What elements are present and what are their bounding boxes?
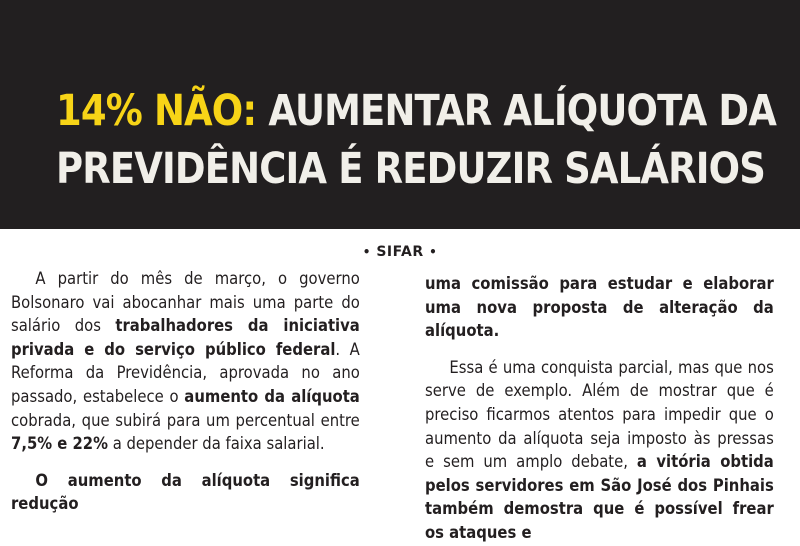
byline-bullet-right: • [429, 245, 438, 259]
article-paragraph [11, 268, 360, 457]
headline-line-1 [56, 82, 776, 140]
article-paragraph [425, 273, 774, 344]
article-column-right [425, 273, 774, 546]
article-column-left [11, 268, 360, 517]
byline-bullet-left: • [362, 245, 371, 259]
paragraph-bold-text: 7,5% e 22% [11, 434, 108, 455]
headline-accent: 14% NÃO: [56, 86, 257, 136]
article-headline [56, 82, 776, 198]
paragraph-text: . A Reforma da Previdência, aprovada no ano passado, estabelece o [11, 339, 360, 407]
paragraph-bold-text: O aumento da alíquota significa redução [11, 470, 360, 515]
paragraph-bold-text: trabalhadores da iniciativa privada e do serviço público federal [11, 316, 360, 360]
paragraph-text: a depender da faixa salarial. [107, 434, 325, 455]
article-paragraph [425, 357, 774, 546]
byline-author: SIFAR [376, 244, 424, 260]
paragraph-text: Essa é uma conquista parcial, mas que nos serve de exemplo. Além de mostrar que é preciso ficarmos atentos para impedir que o aumento da alíquota seja imposto às pressas e sem um amplo debate, [425, 357, 774, 473]
paragraph-bold-text: aumento da alíquota [184, 386, 360, 407]
byline [0, 244, 800, 260]
paragraph-bold-text: uma comissão para estudar e elaborar uma nova proposta de alteração da alíquota. [425, 274, 774, 342]
paragraph-text: cobrada, que subirá para um percentual entre [11, 410, 360, 431]
headline-line-2: PREVIDÊNCIA É REDUZIR SALÁRIOS [56, 144, 765, 194]
headline-line-1-text: AUMENTAR ALÍQUOTA DA [256, 86, 776, 136]
paragraph-text: A partir do mês de março, o governo Bolsonaro vai abocanhar mais uma parte do salário dos [11, 269, 360, 337]
article-paragraph [11, 470, 360, 517]
paragraph-bold-text: a vitória obtida pelos servidores em São José dos Pinhais também demostra que é possível frear os ataques e [425, 452, 774, 543]
